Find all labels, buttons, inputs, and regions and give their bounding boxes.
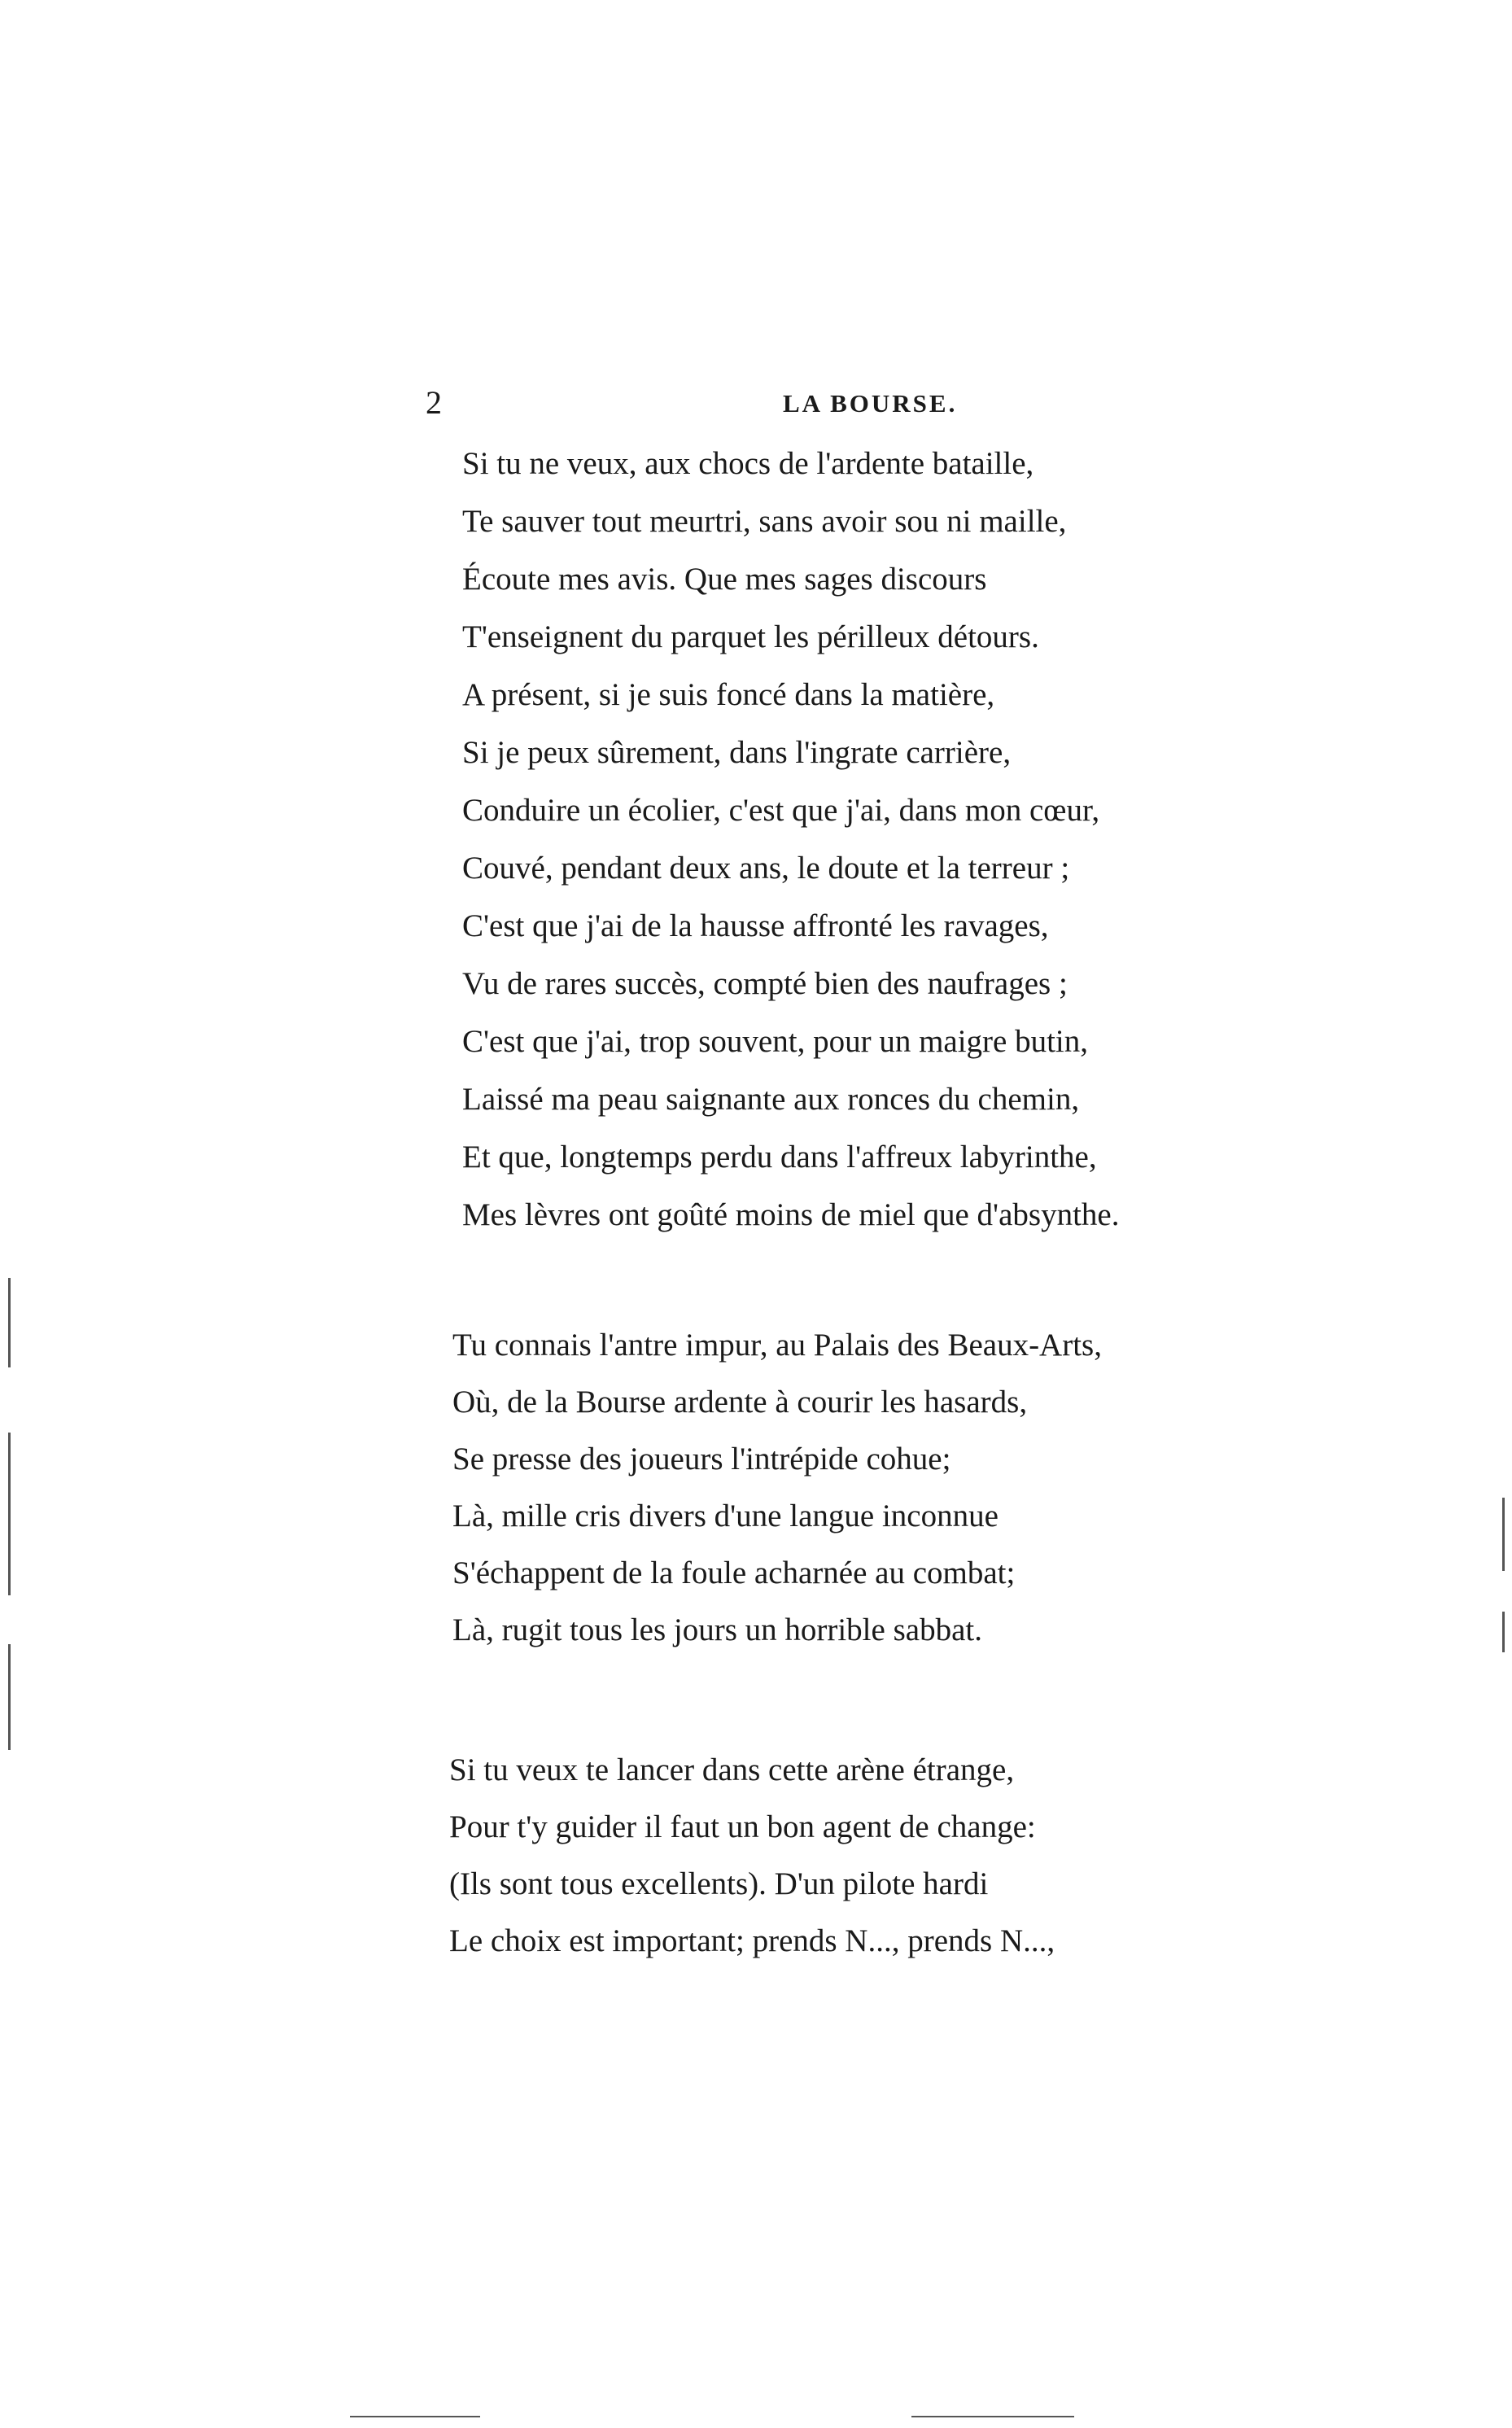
verse-line: Écoute mes avis. Que mes sages discours xyxy=(462,562,987,597)
verse-line: Là, rugit tous les jours un horrible sabbat. xyxy=(452,1612,982,1647)
verse-line: Mes lèvres ont goûté moins de miel que d'absynthe. xyxy=(462,1197,1120,1232)
scan-edge-mark xyxy=(8,1278,11,1367)
page-number: 2 xyxy=(426,384,442,421)
verse-line: A présent, si je suis foncé dans la matière, xyxy=(462,677,995,712)
verse-line: S'échappent de la foule acharnée au combat; xyxy=(452,1555,1016,1590)
verse-line: Si tu veux te lancer dans cette arène étrange, xyxy=(449,1752,1015,1787)
verse-line: Si je peux sûrement, dans l'ingrate carrière, xyxy=(462,735,1012,770)
verse-line: Couvé, pendant deux ans, le doute et la terreur ; xyxy=(462,851,1070,886)
stanza-2 xyxy=(452,1317,1102,1659)
verse-line: Le choix est important; prends N..., prends N..., xyxy=(449,1923,1055,1958)
verse-line: C'est que j'ai de la hausse affronté les ravages, xyxy=(462,908,1049,943)
verse-line: T'enseignent du parquet les périlleux détours. xyxy=(462,619,1039,654)
stanza-3 xyxy=(449,1742,1055,1970)
scan-edge-mark xyxy=(350,2416,480,2417)
scan-edge-mark xyxy=(911,2416,1074,2417)
verse-line: Te sauver tout meurtri, sans avoir sou ni maille, xyxy=(462,504,1067,539)
scan-edge-mark xyxy=(8,1644,11,1750)
scan-edge-mark xyxy=(8,1433,11,1595)
verse-line: Là, mille cris divers d'une langue inconnue xyxy=(452,1498,999,1533)
verse-line: Si tu ne veux, aux chocs de l'ardente bataille, xyxy=(462,446,1034,481)
scan-edge-mark xyxy=(1502,1498,1505,1571)
verse-line: Se presse des joueurs l'intrépide cohue; xyxy=(452,1441,951,1476)
verse-line: (Ils sont tous excellents). D'un pilote hardi xyxy=(449,1866,989,1901)
verse-line: Laissé ma peau saignante aux ronces du chemin, xyxy=(462,1082,1080,1117)
scan-edge-mark xyxy=(1502,1612,1505,1652)
verse-line: Vu de rares succès, compté bien des naufrages ; xyxy=(462,966,1068,1001)
verse-line: Conduire un écolier, c'est que j'ai, dans mon cœur, xyxy=(462,793,1100,828)
verse-line: Et que, longtemps perdu dans l'affreux labyrinthe, xyxy=(462,1140,1097,1175)
verse-line: Pour t'y guider il faut un bon agent de change: xyxy=(449,1809,1036,1844)
verse-line: Où, de la Bourse ardente à courir les hasards, xyxy=(452,1385,1028,1420)
stanza-1 xyxy=(462,435,1119,1244)
verse-line: Tu connais l'antre impur, au Palais des Beaux-Arts, xyxy=(452,1328,1102,1363)
verse-line: C'est que j'ai, trop souvent, pour un maigre butin, xyxy=(462,1024,1089,1059)
running-title: LA BOURSE. xyxy=(783,389,958,418)
